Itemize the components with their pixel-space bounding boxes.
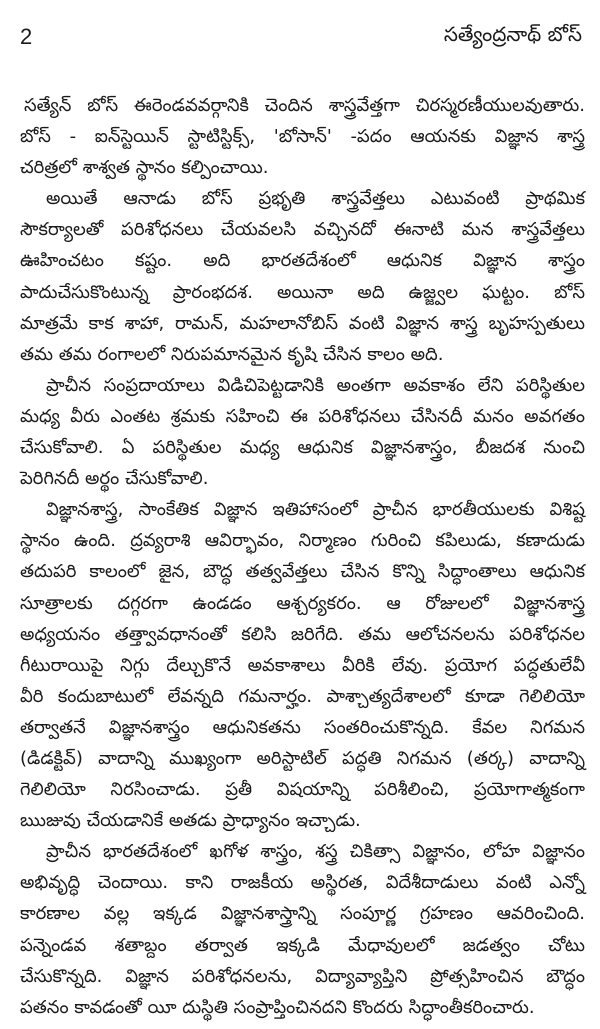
text-line: చరిత్రలో శాశ్వత స్థానం కల్పించాయి. xyxy=(20,157,269,179)
text-line: సత్యేన్ బోస్ ఈరెండవవర్గానికి చెందిన శాస్త్రవేత్తగా చిరస్మరణీయులవుతారు. xyxy=(24,95,585,116)
text-line: విజ్ఞానశాస్త్ర, సాంకేతిక విజ్ఞాన ఇతిహాసంలో ప్రాచీన భారతీయులకు విశిష్ట xyxy=(46,499,585,521)
page-body xyxy=(20,90,585,1023)
running-title: సత్యేంద్రనాథ్ బోస్ xyxy=(443,22,582,46)
text-line: పతనం కావడంతో యీ దుస్థితి సంప్రాప్తించినదని కొందరు సిద్ధాంతీకరించారు. xyxy=(20,996,535,1018)
text-line: (డిడక్టివ్) వాదాన్ని ముఖ్యంగా అరిస్టాటిల్ పద్ధతి నిగమన (తర్క) వాదాన్ని xyxy=(20,747,585,769)
text-line: వీరి కందుబాటులో లేవన్నది గమనార్హం. పాశ్చాత్యదేశాలలో కూడా గెలిలియో xyxy=(20,685,585,707)
paragraph xyxy=(20,90,585,183)
text-line: పెరిగినదీ అర్థం చేసుకోవాలి. xyxy=(20,468,209,490)
text-line: చేసుకొన్నది. విజ్ఞాన పరిశోధనలను, విద్యావ్యాప్తిని ప్రోత్సహించిన బౌద్ధం xyxy=(20,965,585,987)
text-line: పాదుచేసుకొంటున్న ప్రారంభదశ. అయినా అది ఉజ్జ్వల ఘట్టం. బోస్ xyxy=(20,281,585,303)
text-line: మధ్య వీరు ఎంతట శ్రమకు సహించి ఈ పరిశోధనలు చేసినదీ మనం అవగతం xyxy=(20,405,585,427)
text-line: గెలిలియో నిరసించాడు. ప్రతీ విషయాన్ని పరిశీలించి, ప్రయోగాత్మకంగా xyxy=(20,779,585,801)
text-line: సూత్రాలకు దగ్గరగా ఉండడం ఆశ్చర్యకరం. ఆ రోజులలో విజ్ఞానశాస్త్ర xyxy=(20,592,585,614)
text-line: ప్రాచీన భారతదేశంలో ఖగోళ శాస్త్రం, శస్త్ర చికిత్సా విజ్ఞానం, లోహ విజ్ఞానం xyxy=(46,841,585,863)
text-line: చేసుకోవాలి. ఏ పరిస్థితుల మధ్య ఆధునిక విజ్ఞానశాస్త్రం, బీజదశ నుంచి xyxy=(20,437,585,459)
text-line: సౌకర్యాలతో పరిశోధనలు చేయవలసి వచ్చినదో ఈనాటి మన శాస్త్రవేత్తలు xyxy=(20,219,585,241)
paragraph xyxy=(20,494,585,836)
text-line: ప్రాచీన సంప్రదాయాలు విడిచిపెట్టడానికి అంతగా అవకాశం లేని పరిస్థితుల xyxy=(46,374,585,396)
paragraph xyxy=(20,836,585,1023)
text-line: బోస్ - ఐన్‌స్టెయిన్ స్టాటిస్టిక్స్, 'బోసాన్' -పదం ఆయనకు విజ్ఞాన శాస్త్ర xyxy=(20,126,585,148)
text-line: ఋజువు చేయడానికే అతడు ప్రాధ్యానం ఇచ్చాడు. xyxy=(20,810,361,832)
text-line: పన్నెండవ శతాబ్దం తర్వాత ఇక్కడి మేధావులలో జడత్వం చోటు xyxy=(20,934,585,956)
text-line: అధ్యయనం తత్త్వావధానంతో కలిసి జరిగేది. తమ ఆలోచనలను పరిశోధనల xyxy=(20,623,585,645)
text-line: మాత్రమే కాక శాహా, రామన్, మహలానోబిస్ వంటి విజ్ఞాన శాస్త్ర బృహస్పతులు xyxy=(20,312,585,334)
paragraph xyxy=(20,183,585,370)
text-line: అయితే ఆనాడు బోస్ ప్రభృతి శాస్త్రవేత్తలు ఎటువంటి ప్రాథమిక xyxy=(46,188,585,210)
text-line: ఊహించటం కష్టం. అది భారతదేశంలో ఆధునిక విజ్ఞాన శాస్త్రం xyxy=(20,250,585,272)
page-header xyxy=(20,22,582,56)
text-line: అభివృద్ధి చెందాయి. కాని రాజకీయ అస్థిరత, విదేశీదాడులు వంటి ఎన్నో xyxy=(20,872,585,894)
text-line: కారణాల వల్ల ఇక్కడ విజ్ఞానశాస్త్రాన్ని సంపూర్ణ గ్రహణం ఆవరించింది. xyxy=(20,903,585,925)
paragraph xyxy=(20,370,585,494)
page-number: 2 xyxy=(20,24,33,49)
text-line: స్థానం ఉంది. ద్రవ్యరాశి ఆవిర్భావం, నిర్మాణం గురించి కపిలుడు, కణాదుడు xyxy=(20,530,585,552)
text-line: తదుపరి కాలంలో జైన, బౌద్ధ తత్వవేత్తలు చేసిన కొన్ని సిద్ధాంతాలు ఆధునిక xyxy=(20,561,585,583)
text-line: తర్వాతనే విజ్ఞానశాస్త్రం ఆధునికతను సంతరించుకొన్నది. కేవల నిగమన xyxy=(20,716,585,738)
text-line: తమ తమ రంగాలలో నిరుపమానమైన కృషి చేసిన కాలం అది. xyxy=(20,343,444,365)
text-line: గీటురాయిపై నిగ్గు దేల్చుకొనే అవకాశాలు వీరికి లేవు. ప్రయోగ పద్ధతులేవీ xyxy=(20,654,585,676)
